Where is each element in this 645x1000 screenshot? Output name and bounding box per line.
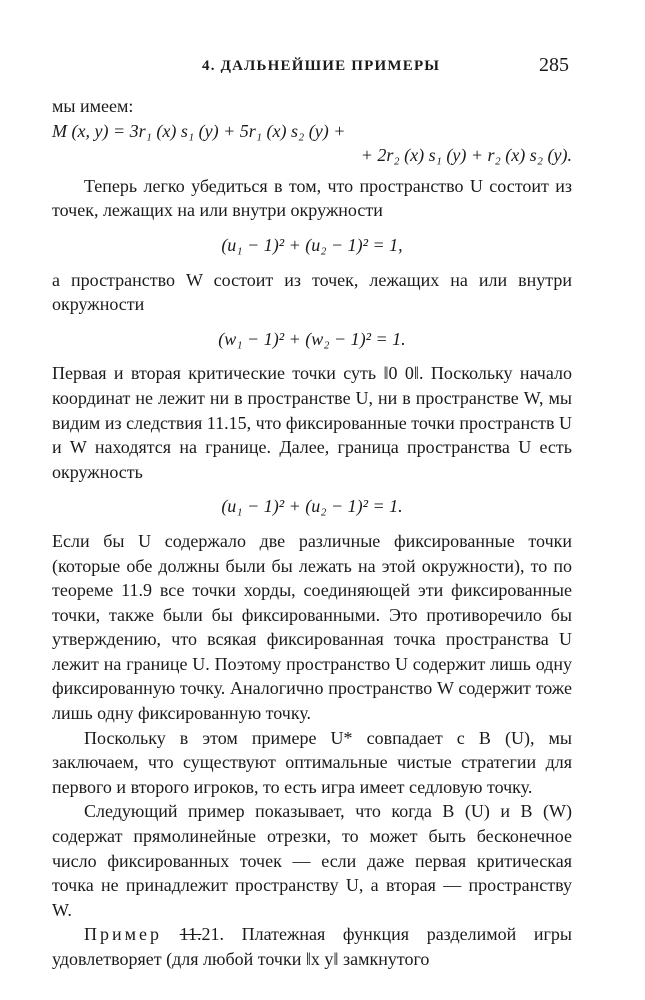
page-number: 285 xyxy=(539,54,569,76)
paragraph-next-example: Следующий пример показывает, что когда B (U) и B (W) содержат прямолинейные отрезки, то может быть бесконечное число фиксированных точек — если даже первая критическая точка не принадлежит пространству U, а вторая — пространству W. xyxy=(52,801,572,920)
formula-m-line-2: + 2r₂ (x) s₁ (y) + r₂ (x) s₂ (y). xyxy=(360,145,572,166)
formula-circle-w: (w₁ − 1)² + (w₂ − 1)² = 1. xyxy=(218,328,406,349)
formula-m-line-1: M (x, y) = 3r₁ (x) s₁ (y) + 5r₁ (x) s₂ (y) + xyxy=(52,120,346,141)
page-header xyxy=(52,54,569,84)
example-label: Пример xyxy=(84,924,163,945)
page-body xyxy=(52,94,572,972)
paragraph-saddle-point: Поскольку в этом примере U* совпадает с B (U), мы заключаем, что существуют оптимальные чистые стратегии для первого и второго игроков, то есть игра имеет седловую точку. xyxy=(52,727,572,797)
example-struck-number: 11. xyxy=(179,924,202,945)
paragraph-fixed-points: Если бы U содержало две различные фиксированные точки (которые обе должны были бы лежать на этой окружности), то по теореме 11.9 все точки хорды, соединяющей эти фиксированные точки, также были бы фиксированными. Это противоречило бы утверждению, что всякая фиксированная точка пространства U лежит на границе U. Поэтому пространство U содержит лишь одну фиксированную точку. Аналогично пространство W содержит тоже лишь одну фиксированную точку. xyxy=(52,530,572,724)
paragraph-space-u: Теперь легко убедиться в том, что пространство U состоит из точек, лежащих на или внутри окружности xyxy=(52,175,572,221)
running-title: 4. ДАЛЬНЕЙШИЕ ПРИМЕРЫ xyxy=(202,58,441,74)
example-heading-paragraph xyxy=(52,922,572,971)
paragraph-space-w: а пространство W состоит из точек, лежащих на или внутри окружности xyxy=(52,269,572,315)
example-text: Платежная функция разделимой игры удовлетворяет (для любой точки ‖x y‖ замкнутого xyxy=(52,924,572,969)
paragraph-critical-points: Первая и вторая критические точки суть ‖0 0‖. Поскольку начало координат не лежит ни в пространстве U, ни в пространстве W, мы видим из следствия 11.15, что фиксированные точки пространств U и W находятся на границе. Далее, граница пространства U есть окружность xyxy=(52,363,572,482)
example-number: 21. xyxy=(201,924,224,945)
formula-circle-u: (u₁ − 1)² + (u₂ − 1)² = 1, xyxy=(221,234,403,255)
formula-boundary: (u₁ − 1)² + (u₂ − 1)² = 1. xyxy=(221,496,403,517)
intro-text: мы имеем: xyxy=(52,96,134,116)
